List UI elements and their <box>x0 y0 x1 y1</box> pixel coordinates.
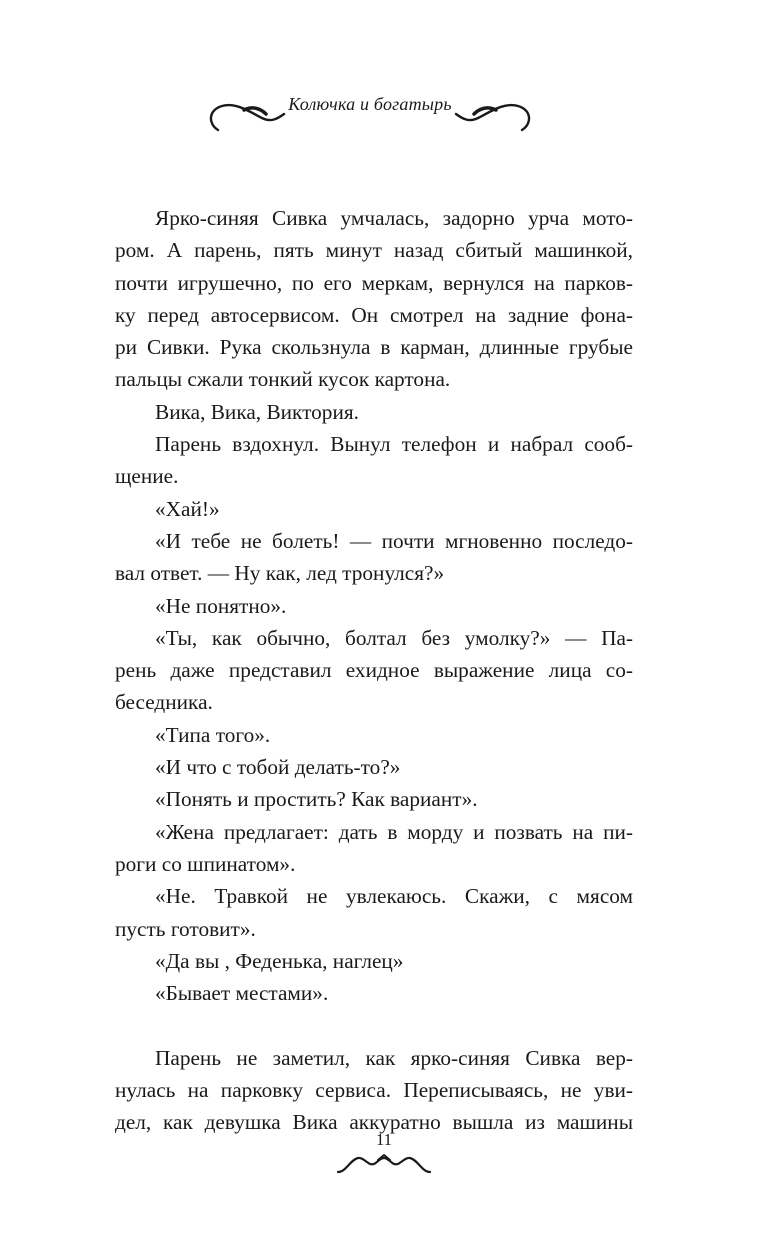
footer-flourish-icon <box>334 1152 434 1174</box>
text-line: ку перед автосервисом. Он смотрел на задние фона- <box>115 302 633 327</box>
blank-line <box>115 1009 633 1041</box>
text-line: «Понять и простить? Как вариант». <box>155 787 478 812</box>
body-text <box>115 202 633 1139</box>
text-line: «Жена предлагает: дать в морду и позвать на пи- <box>155 819 633 844</box>
text-line: «Бывает местами». <box>155 981 329 1006</box>
text-line: пальцы сжали тонкий кусок картона. <box>115 367 451 392</box>
text-line: щение. <box>115 464 179 489</box>
text-line: беседника. <box>115 690 213 715</box>
running-title: Колючка и богатырь <box>288 94 452 114</box>
running-header <box>200 84 540 134</box>
text-line: ром. А парень, пять минут назад сбитый машинкой, <box>115 238 633 263</box>
text-line: «Да вы , Феденька, наглец» <box>155 948 404 973</box>
text-line: почти игрушечно, по его меркам, вернулся на парков- <box>115 270 633 295</box>
text-line: нулась на парковку сервиса. Переписываясь, не уви- <box>115 1078 633 1103</box>
text-line: вал ответ. — Ну как, лед тронулся?» <box>115 561 445 586</box>
text-line: «Ты, как обычно, болтал без умолку?» — Па- <box>155 625 633 650</box>
text-line: «И что с тобой делать-то?» <box>155 755 401 780</box>
page-number: 11 <box>375 1130 393 1149</box>
text-line: «Не понятно». <box>155 593 287 618</box>
text-line: «Типа того». <box>155 722 271 747</box>
text-line: Парень вздохнул. Вынул телефон и набрал сооб- <box>155 432 633 457</box>
text-line: «Хай!» <box>155 496 220 521</box>
text-line: «Не. Травкой не увлекаюсь. Скажи, с мясом <box>155 884 633 909</box>
text-line: дел, как девушка Вика аккуратно вышла из машины <box>115 1110 633 1135</box>
text-line: Вика, Вика, Виктория. <box>155 399 359 424</box>
text-line: Ярко-синяя Сивка умчалась, задорно урча мото- <box>155 206 633 230</box>
text-line: пусть готовит». <box>115 916 256 941</box>
text-line: роги со шпинатом». <box>115 851 296 876</box>
text-line: «И тебе не болеть! — почти мгновенно последо- <box>155 528 633 553</box>
text-line: ри Сивки. Рука скользнула в карман, длинные грубые <box>115 335 633 360</box>
text-line: Парень не заметил, как ярко-синяя Сивка вер- <box>155 1045 633 1070</box>
text-line: рень даже представил ехидное выражение лица со- <box>115 658 633 683</box>
